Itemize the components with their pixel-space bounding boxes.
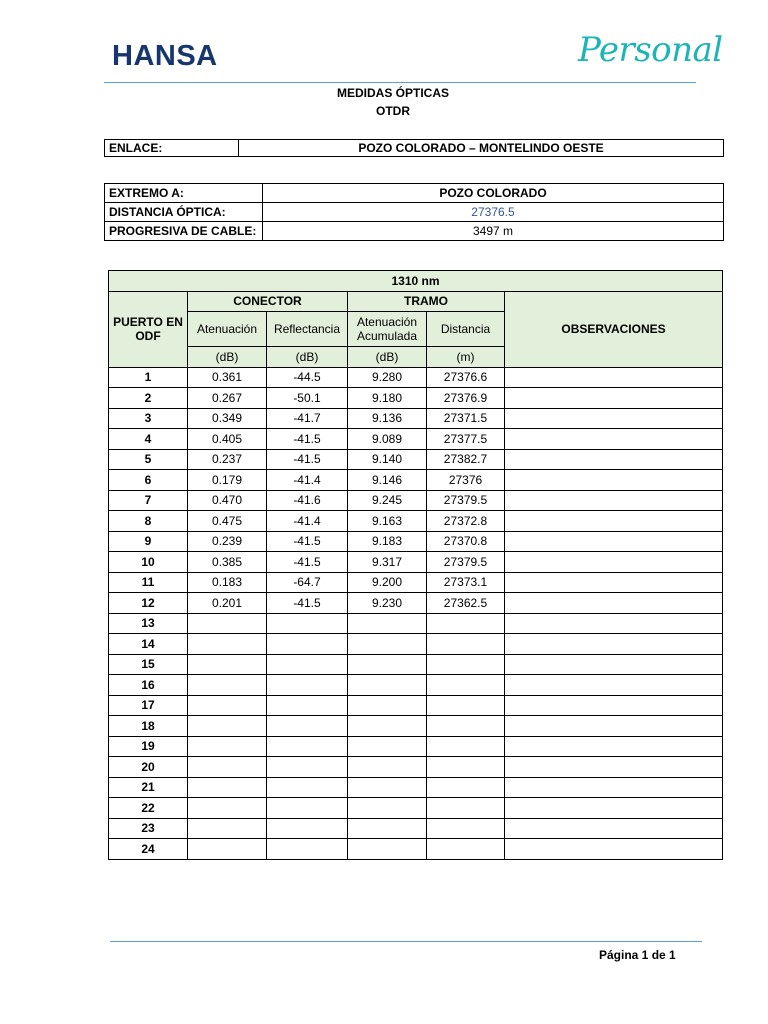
atenuacion-acumulada-cell: 9.200 [348,572,427,593]
reflectancia-cell: -41.6 [267,490,348,511]
atenuacion-acumulada-cell [348,757,427,778]
observaciones-cell [505,798,723,819]
atenuacion-cell [188,675,267,696]
distancia-value: 27376.5 [263,203,724,222]
distancia-cell [427,695,505,716]
tramo-group-header: TRAMO [348,291,505,312]
conector-group-header: CONECTOR [188,291,348,312]
reflectancia-unit: (dB) [267,347,348,368]
port-cell: 23 [109,818,188,839]
atenuacion-acumulada-cell [348,695,427,716]
observaciones-cell [505,736,723,757]
document-title: MEDIDAS ÓPTICAS [336,86,449,100]
observaciones-cell [505,511,723,532]
distancia-cell: 27362.5 [427,593,505,614]
atenuacion-acumulada-header: Atenuación Acumulada [348,312,427,347]
atenuacion-cell: 0.405 [188,429,267,450]
observaciones-cell [505,675,723,696]
atenuacion-acumulada-cell: 9.230 [348,593,427,614]
table-row [109,716,723,737]
port-cell: 17 [109,695,188,716]
port-cell: 4 [109,429,188,450]
port-cell: 20 [109,757,188,778]
reflectancia-cell [267,818,348,839]
info-table [104,183,724,241]
distancia-cell [427,675,505,696]
reflectancia-header: Reflectancia [267,312,348,347]
atenuacion-cell [188,818,267,839]
atenuacion-cell [188,736,267,757]
atenuacion-cell [188,777,267,798]
atenuacion-unit: (dB) [188,347,267,368]
reflectancia-cell: -64.7 [267,572,348,593]
distancia-label: DISTANCIA ÓPTICA: [105,203,263,222]
atenuacion-acumulada-cell [348,613,427,634]
table-row [109,449,723,470]
observaciones-cell [505,695,723,716]
port-cell: 16 [109,675,188,696]
extremo-label: EXTREMO A: [105,184,263,203]
reflectancia-cell [267,757,348,778]
distancia-cell [427,839,505,860]
table-row [109,736,723,757]
reflectancia-cell [267,654,348,675]
observaciones-cell [505,777,723,798]
atenuacion-cell: 0.267 [188,388,267,409]
reflectancia-cell [267,716,348,737]
document-subtitle: OTDR [376,104,410,118]
wavelength-header: 1310 nm [109,271,723,292]
distancia-cell [427,716,505,737]
table-row [109,695,723,716]
otdr-measurements-table [108,270,723,860]
port-cell: 21 [109,777,188,798]
reflectancia-cell: -41.5 [267,531,348,552]
atenuacion-acumulada-cell [348,777,427,798]
port-cell: 6 [109,470,188,491]
observaciones-cell [505,388,723,409]
progresiva-value: 3497 m [263,222,724,241]
atenuacion-acumulada-cell: 9.180 [348,388,427,409]
atenuacion-cell [188,839,267,860]
reflectancia-cell [267,777,348,798]
port-cell: 15 [109,654,188,675]
atenuacion-cell [188,798,267,819]
atenuacion-cell [188,695,267,716]
port-cell: 8 [109,511,188,532]
distancia-cell [427,654,505,675]
atenuacion-acumulada-cell [348,654,427,675]
distancia-cell [427,613,505,634]
header-divider [104,82,696,83]
port-cell: 12 [109,593,188,614]
atenuacion-header: Atenuación [188,312,267,347]
atenuacion-cell: 0.237 [188,449,267,470]
observaciones-cell [505,634,723,655]
port-cell: 3 [109,408,188,429]
port-cell: 11 [109,572,188,593]
observaciones-cell [505,367,723,388]
port-cell: 5 [109,449,188,470]
hansa-logo: HANSA [112,40,218,72]
progresiva-label: PROGRESIVA DE CABLE: [105,222,263,241]
atenuacion-cell: 0.179 [188,470,267,491]
reflectancia-cell [267,695,348,716]
atenuacion-acumulada-cell [348,736,427,757]
table-row [109,593,723,614]
distancia-cell: 27377.5 [427,429,505,450]
reflectancia-cell: -41.5 [267,449,348,470]
table-row [109,777,723,798]
observaciones-cell [505,716,723,737]
observaciones-cell [505,839,723,860]
atenuacion-acumulada-cell: 9.245 [348,490,427,511]
port-cell: 1 [109,367,188,388]
personal-logo: Personal [578,30,723,70]
port-cell: 2 [109,388,188,409]
observaciones-cell [505,531,723,552]
reflectancia-cell: -50.1 [267,388,348,409]
reflectancia-cell [267,839,348,860]
atenuacion-cell: 0.385 [188,552,267,573]
reflectancia-cell [267,736,348,757]
distancia-cell: 27382.7 [427,449,505,470]
observaciones-cell [505,613,723,634]
table-row [109,367,723,388]
table-row [109,490,723,511]
atenuacion-cell: 0.239 [188,531,267,552]
atenuacion-acumulada-cell: 9.140 [348,449,427,470]
distancia-cell [427,757,505,778]
table-row [109,470,723,491]
atenuacion-acumulada-cell: 9.146 [348,470,427,491]
port-cell: 19 [109,736,188,757]
port-cell: 10 [109,552,188,573]
table-row [109,572,723,593]
port-cell: 22 [109,798,188,819]
atenuacion-cell [188,654,267,675]
atenuacion-acumulada-unit: (dB) [348,347,427,368]
reflectancia-cell [267,613,348,634]
atenuacion-acumulada-cell: 9.317 [348,552,427,573]
distancia-cell [427,818,505,839]
distancia-cell [427,777,505,798]
table-row [109,675,723,696]
reflectancia-cell: -41.5 [267,552,348,573]
atenuacion-cell: 0.361 [188,367,267,388]
observaciones-cell [505,593,723,614]
extremo-value: POZO COLORADO [263,184,724,203]
table-row [109,613,723,634]
reflectancia-cell: -41.4 [267,470,348,491]
port-cell: 7 [109,490,188,511]
distancia-cell: 27373.1 [427,572,505,593]
observaciones-cell [505,757,723,778]
atenuacion-acumulada-cell [348,716,427,737]
atenuacion-cell [188,613,267,634]
reflectancia-cell [267,675,348,696]
distancia-header: Distancia [427,312,505,347]
atenuacion-acumulada-cell: 9.136 [348,408,427,429]
enlace-table [104,139,724,157]
page-number: Página 1 de 1 [599,948,676,962]
observaciones-cell [505,408,723,429]
table-row [109,818,723,839]
observaciones-cell [505,552,723,573]
distancia-cell: 27376 [427,470,505,491]
atenuacion-cell: 0.183 [188,572,267,593]
distancia-cell: 27372.8 [427,511,505,532]
observaciones-header: OBSERVACIONES [505,291,723,367]
port-cell: 24 [109,839,188,860]
distancia-cell [427,798,505,819]
observaciones-cell [505,654,723,675]
reflectancia-cell: -44.5 [267,367,348,388]
observaciones-cell [505,470,723,491]
reflectancia-cell: -41.5 [267,429,348,450]
atenuacion-acumulada-cell: 9.280 [348,367,427,388]
atenuacion-cell: 0.201 [188,593,267,614]
distancia-cell: 27371.5 [427,408,505,429]
distancia-cell: 27376.6 [427,367,505,388]
table-row [109,757,723,778]
puerto-header: PUERTO EN ODF [109,291,188,367]
atenuacion-cell [188,634,267,655]
distancia-cell: 27370.8 [427,531,505,552]
footer-divider [110,941,702,942]
atenuacion-cell [188,716,267,737]
atenuacion-acumulada-cell: 9.163 [348,511,427,532]
atenuacion-acumulada-cell [348,798,427,819]
reflectancia-cell [267,634,348,655]
distancia-cell [427,634,505,655]
reflectancia-cell [267,798,348,819]
port-cell: 13 [109,613,188,634]
atenuacion-acumulada-cell [348,634,427,655]
table-row [109,552,723,573]
distancia-cell: 27376.9 [427,388,505,409]
table-row [109,408,723,429]
atenuacion-cell: 0.475 [188,511,267,532]
observaciones-cell [505,449,723,470]
table-row [109,634,723,655]
distancia-cell [427,736,505,757]
table-row [109,654,723,675]
atenuacion-acumulada-cell [348,818,427,839]
reflectancia-cell: -41.4 [267,511,348,532]
atenuacion-acumulada-cell [348,839,427,860]
reflectancia-cell: -41.7 [267,408,348,429]
table-row [109,429,723,450]
enlace-value: POZO COLORADO – MONTELINDO OESTE [239,140,724,157]
table-row [109,388,723,409]
enlace-label: ENLACE: [105,140,239,157]
atenuacion-cell: 0.349 [188,408,267,429]
port-cell: 14 [109,634,188,655]
observaciones-cell [505,818,723,839]
port-cell: 9 [109,531,188,552]
table-row [109,798,723,819]
table-row [109,531,723,552]
observaciones-cell [505,429,723,450]
distancia-unit: (m) [427,347,505,368]
observaciones-cell [505,572,723,593]
atenuacion-cell: 0.470 [188,490,267,511]
atenuacion-acumulada-cell: 9.183 [348,531,427,552]
atenuacion-acumulada-cell: 9.089 [348,429,427,450]
observaciones-cell [505,490,723,511]
reflectancia-cell: -41.5 [267,593,348,614]
atenuacion-acumulada-cell [348,675,427,696]
table-row [109,511,723,532]
atenuacion-cell [188,757,267,778]
distancia-cell: 27379.5 [427,490,505,511]
distancia-cell: 27379.5 [427,552,505,573]
table-row [109,839,723,860]
port-cell: 18 [109,716,188,737]
